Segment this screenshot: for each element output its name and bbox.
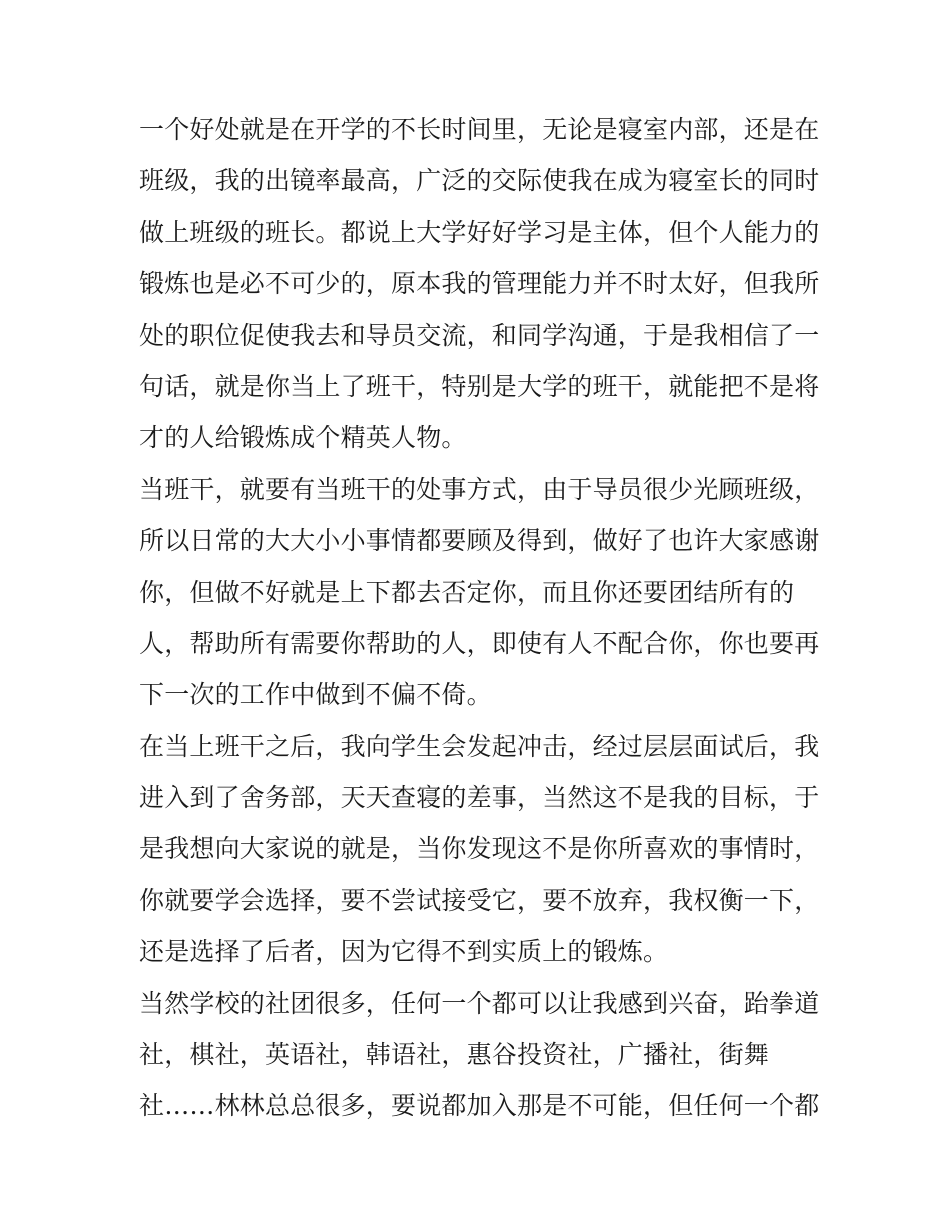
- text-line: 你就要学会选择，要不尝试接受它，要不放弃，我权衡一下，: [139, 885, 820, 915]
- text-line: 做上班级的班长。都说上大学好好学习是主体，但个人能力的: [139, 217, 820, 247]
- text-line: 句话，就是你当上了班干，特别是大学的班干，就能把不是将: [139, 371, 820, 401]
- text-line: 一个好处就是在开学的不长时间里，无论是寝室内部，还是在: [139, 115, 820, 144]
- text-line: 当班干，就要有当班干的处事方式，由于导员很少光顾班级，: [139, 474, 820, 504]
- text-line: 还是选择了后者，因为它得不到实质上的锻炼。: [139, 937, 669, 967]
- text-line: 才的人给锻炼成个精英人物。: [139, 423, 467, 453]
- text-line: 社，棋社，英语社，韩语社，惠谷投资社，广播社，街舞: [139, 1040, 770, 1070]
- body-text: [139, 104, 819, 1132]
- text-line: 班级，我的出镜率最高，广泛的交际使我在成为寝室长的同时: [139, 166, 820, 196]
- text-line: 所以日常的大大小小事情都要顾及得到，做好了也许大家感谢: [139, 526, 820, 556]
- text-line: 下一次的工作中做到不偏不倚。: [139, 680, 492, 710]
- text-line: 人，帮助所有需要你帮助的人，即使有人不配合你，你也要再: [139, 628, 820, 658]
- text-line: 在当上班干之后，我向学生会发起冲击，经过层层面试后，我: [139, 731, 820, 761]
- text-line: 是我想向大家说的就是，当你发现这不是你所喜欢的事情时，: [139, 834, 820, 864]
- text-line: 处的职位促使我去和导员交流，和同学沟通，于是我相信了一: [139, 320, 820, 350]
- text-line: 你，但做不好就是上下都去否定你，而且你还要团结所有的: [139, 577, 795, 607]
- text-line: 社……林林总总很多，要说都加入那是不可能，但任何一个都: [139, 1091, 820, 1121]
- text-line: 锻炼也是必不可少的，原本我的管理能力并不时太好，但我所: [139, 269, 820, 299]
- text-line: 当然学校的社团很多，任何一个都可以让我感到兴奋，跆拳道: [139, 988, 820, 1018]
- text-line: 进入到了舍务部，天天查寝的差事，当然这不是我的目标，于: [139, 783, 820, 813]
